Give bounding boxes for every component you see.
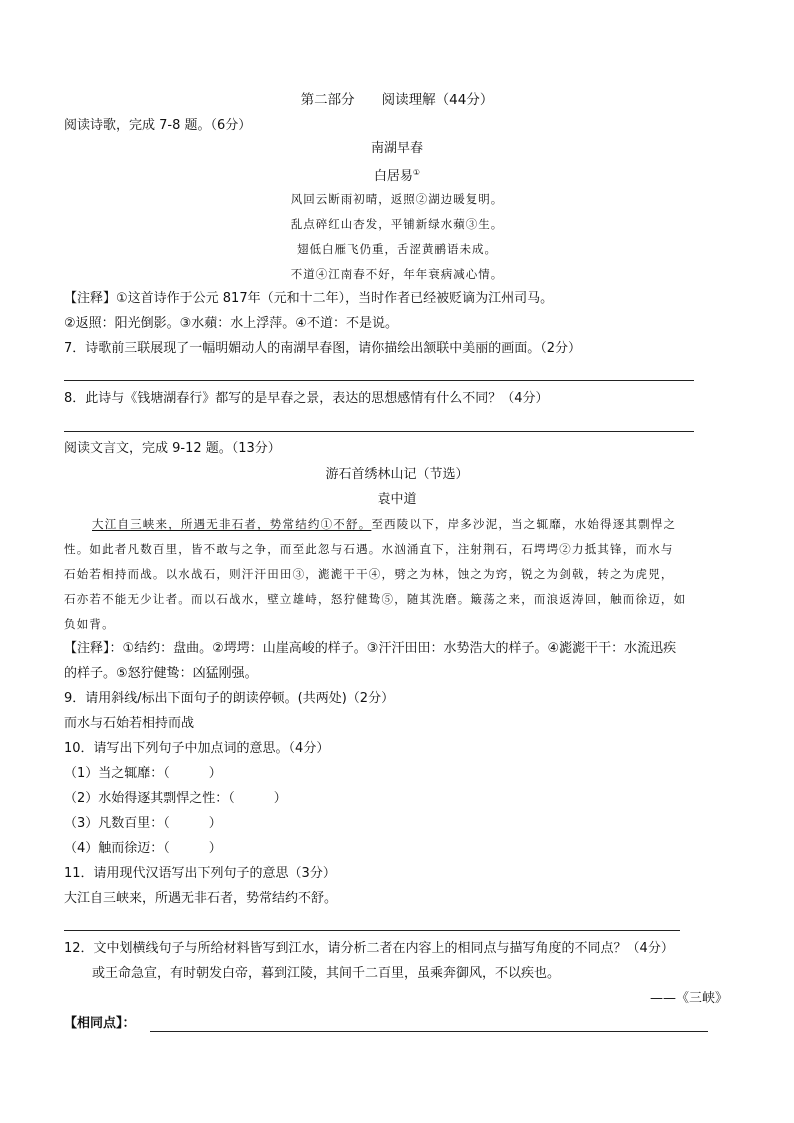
poem-author-note-mark: ① [412,168,421,177]
question-10: 10．请写出下列句子中加点词的意思。（4分） [64,741,330,756]
essay-line: 大江自三峡来，所遇无非石者，势常结约①不舒。至西陵以下，岸多沙泥，当之辄靡，水始得逐其剽悍之 [92,517,677,531]
essay-line: 石亦若不能无少让者。而以石战水，壁立雄峙，怒狞健鸷⑤，随其洗磨。簸荡之来，而浪返涛回，触而徐迈，如 [64,592,687,606]
poem-line: 翅低白雁飞仍重，舌涩黄鹂语未成。 [297,242,497,256]
poem-note-line: ②返照：阳光倒影。③水蘋：水上浮萍。④不道：不是说。 [64,316,398,331]
poem-line: 乱点碎红山杏发，平铺新绿水蘋③生。 [290,217,504,231]
question-10-item: （2）水始得逐其剽悍之性：（ ） [64,791,287,806]
answer-line-q8[interactable] [64,431,694,432]
question-12-source: ——《三峡》 [649,991,728,1006]
poem-note-line: 【注释】①这首诗作于公元 817年（元和十二年），当时作者已经被贬谪为江州司马。 [64,291,554,306]
essay-note-line: 的样子。⑤怒狞健鸷：凶猛刚强。 [64,666,258,681]
essay-author: 袁中道 [377,492,417,507]
essay-title: 游石首绣林山记（节选） [325,467,469,482]
classical-instruction: 阅读文言文，完成 9-12 题。（13分） [64,441,281,456]
poem-title: 南湖早春 [370,141,423,156]
question-11-sentence: 大江自三峡来，所遇无非石者，势常结约不舒。 [64,891,338,906]
question-11: 11．请用现代汉语写出下列句子的意思（3分） [64,866,336,881]
question-10-item: （3）凡数百里：（ ） [64,816,222,831]
question-8: 8．此诗与《钱塘湖春行》都写的是早春之景，表达的思想感情有什么不同？（4分） [64,391,549,406]
answer-line-q12[interactable] [150,1031,708,1032]
answer-line-q7[interactable] [64,380,694,381]
question-12-material: 或王命急宣，有时朝发白帝，暮到江陵，其间千二百里，虽乘奔御风，不以疾也。 [92,966,561,981]
poem-line: 风回云断雨初晴，返照②湖边暖复明。 [290,192,504,206]
question-12: 12．文中划横线句子与所给材料皆写到江水，请分析二者在内容上的相同点与描写角度的不同点？（4分） [64,941,674,956]
essay-line: 负如背。 [64,617,115,631]
underlined-sentence: 大江自三峡来，所遇无非石者，势常结约①不舒。 [92,517,372,531]
essay-line: 石始若相持而战。以水战石，则汗汗田田③，滮滮干干④，劈之为林，蚀之为窍，锐之为剑戟，转之为虎兕， [64,567,674,581]
answer-line-q11[interactable] [64,930,680,931]
question-12-answer-label: 【相同点】： [64,1016,136,1031]
question-9: 9．请用斜线/标出下面句子的朗读停顿。(共两处)（2分） [64,691,395,706]
question-9-sentence: 而水与石始若相持而战 [64,716,195,731]
poem-author-name: 白居易 [373,169,413,184]
essay-note-line: 【注释】：①结约：盘曲。②堮堮：山崖高峻的样子。③汗汗田田：水势浩大的样子。④滮滮干干：水流迅疾 [64,641,677,656]
question-10-item: （4）触而徐迈：（ ） [64,841,222,856]
poem-author [0,164,794,186]
question-10-item: （1）当之辄靡：（ ） [64,766,222,781]
section-title: 第二部分 阅读理解（44分） [300,92,494,108]
question-7: 7．诗歌前三联展现了一幅明媚动人的南湖早春图，请你描绘出颔联中美丽的画面。（2分） [64,341,582,356]
poetry-instruction: 阅读诗歌，完成 7-8 题。（6分） [64,118,252,133]
poem-line: 不道④江南春不好，年年衰病减心情。 [290,267,504,281]
essay-line: 性。如此者凡数百里，皆不敢与之争，而至此忽与石遇。水汹涌直下，注射荆石，石堮堮②力抵其锋，而水与 [64,542,674,556]
